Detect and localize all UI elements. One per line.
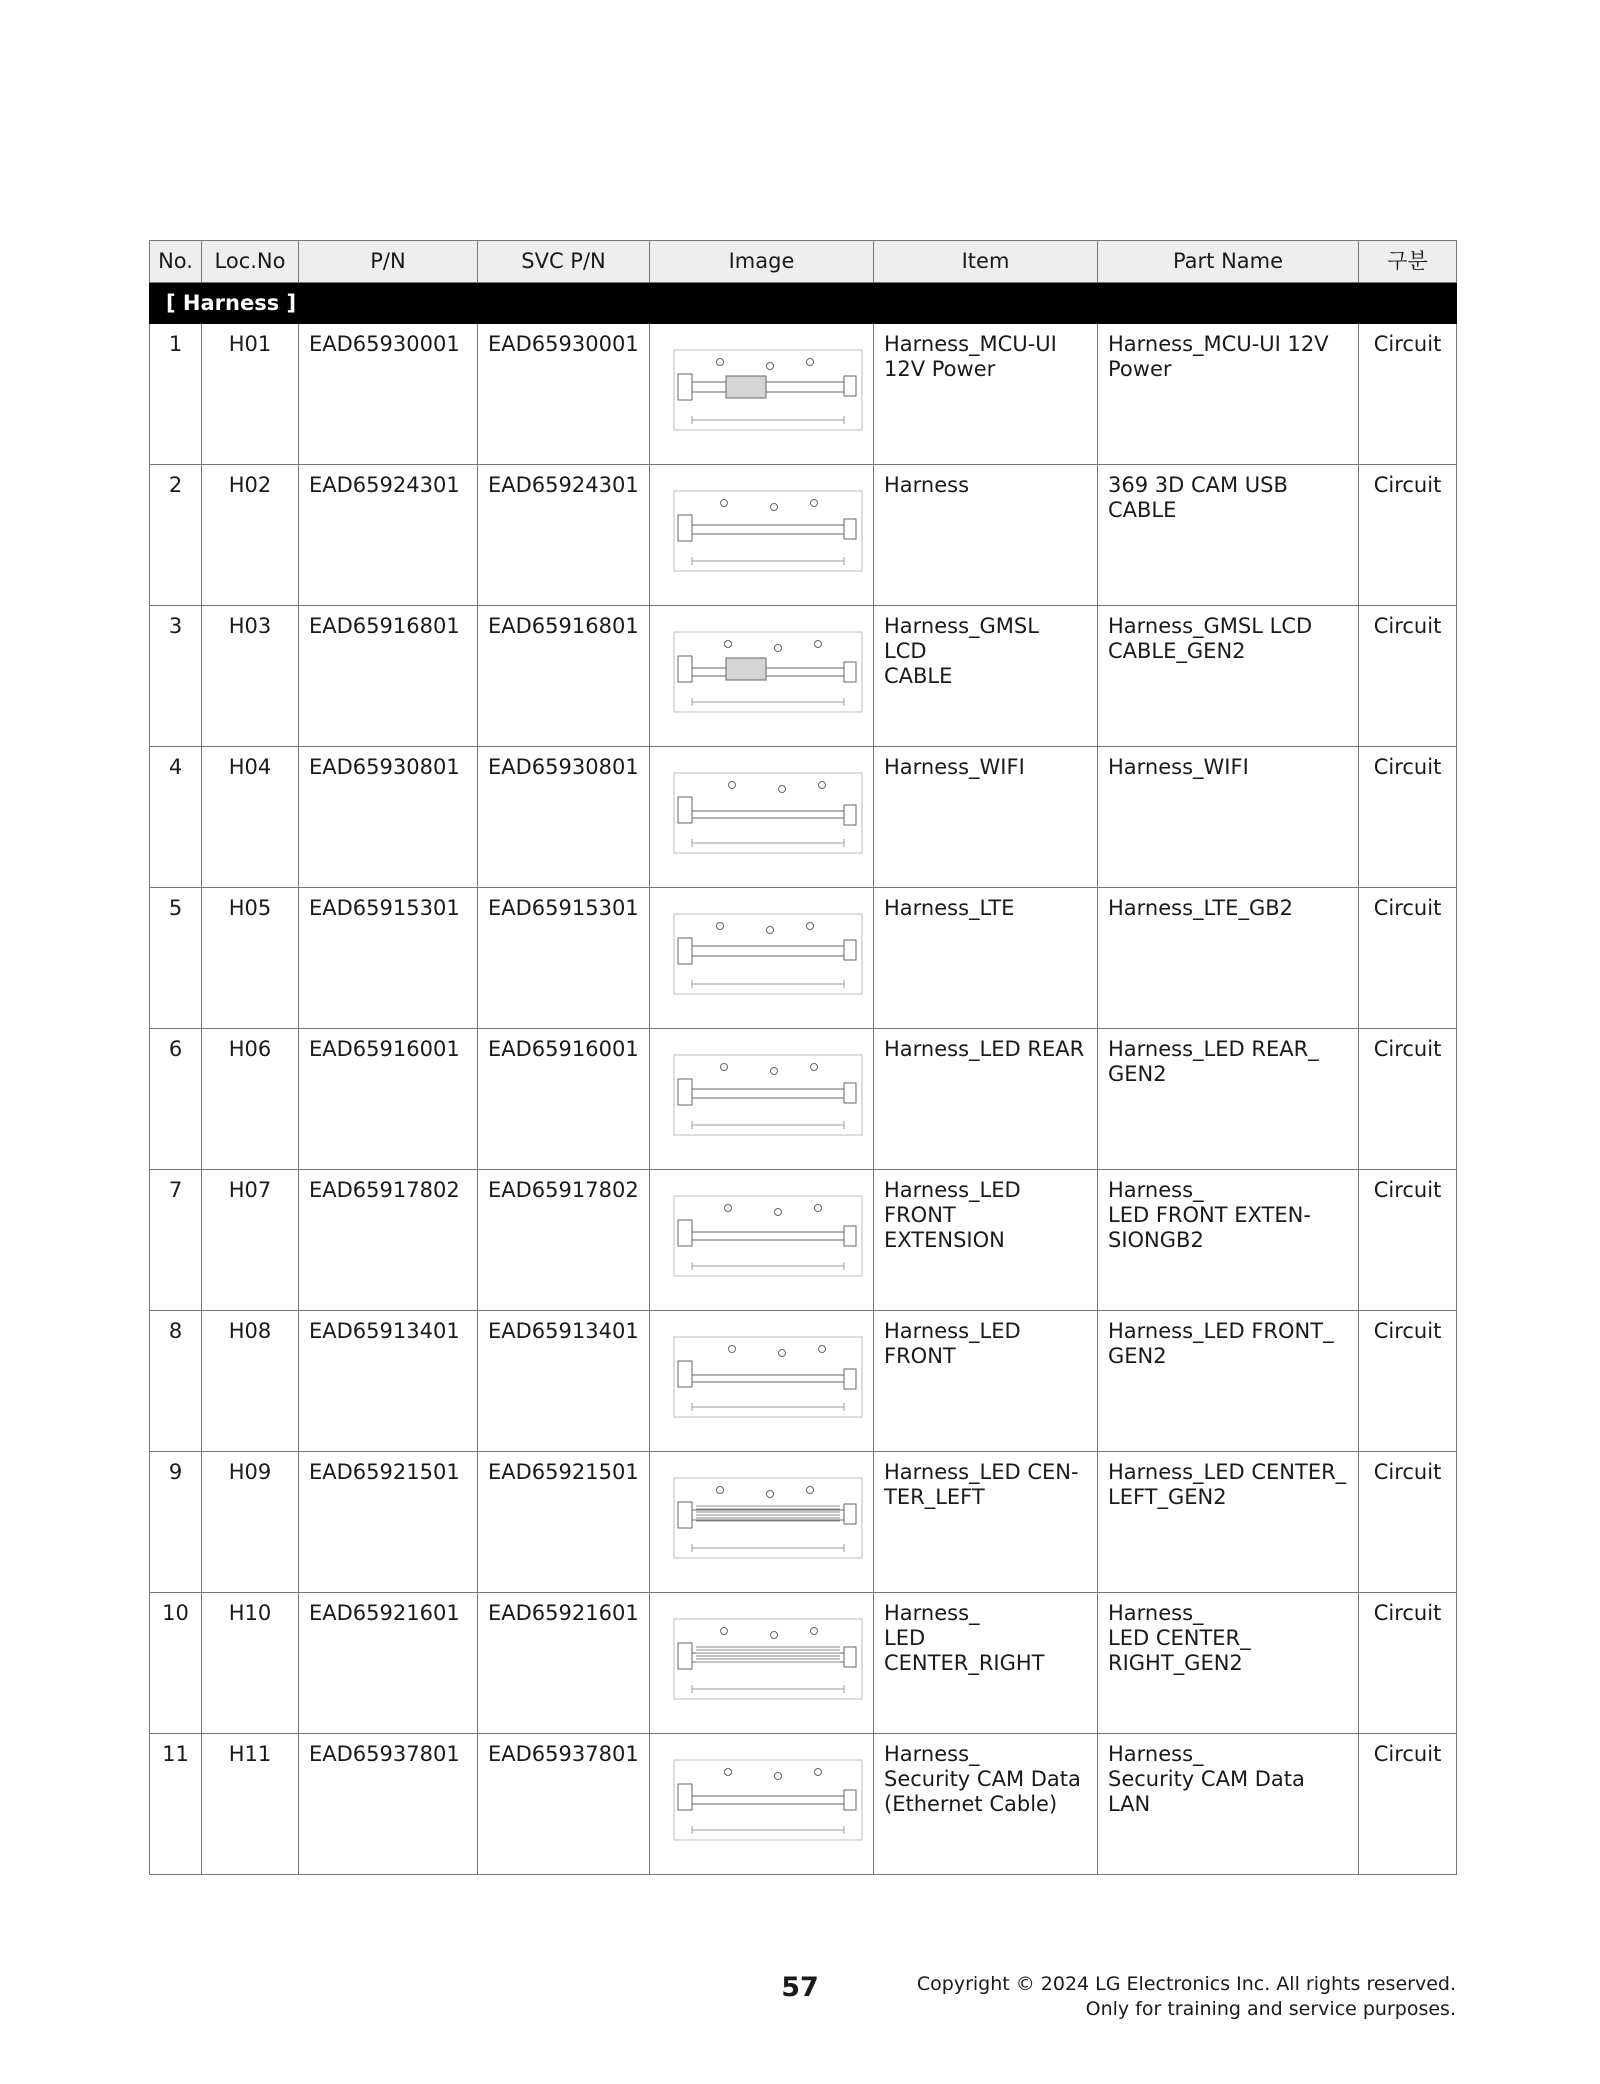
cell-category-text: Circuit [1373,1037,1442,1061]
cell-part-name [1098,1734,1359,1875]
cell-loc-no [202,1452,299,1593]
cell-item [874,1452,1098,1593]
harness-drawing-icon [660,1742,876,1862]
cell-pn-text: EAD65915301 [309,896,460,920]
cell-item [874,465,1098,606]
cell-loc-no [202,324,299,465]
cell-part-name-text: Harness_MCU-UI 12V Power [1108,332,1329,381]
cell-pn [299,1311,478,1452]
cell-part-name [1098,1311,1359,1452]
cell-loc-no-text: H11 [228,1742,272,1766]
cell-item-text: Harness_LED REAR [884,1037,1085,1061]
table-row [150,1170,1457,1311]
cell-pn [299,1029,478,1170]
cell-no [150,1170,202,1311]
cell-part-name-text: Harness_ LED FRONT EXTEN- SIONGB2 [1108,1178,1311,1252]
cell-loc-no [202,465,299,606]
cell-pn [299,1593,478,1734]
cell-category-text: Circuit [1373,1601,1442,1625]
header-row [150,241,1457,283]
table-row [150,1452,1457,1593]
col-header-no: No. [150,241,202,283]
cell-category [1359,324,1457,465]
cell-image [650,1593,874,1734]
cell-pn-text: EAD65930001 [309,332,460,356]
cell-item-text: Harness [884,473,970,497]
col-header-svc-pn: SVC P/N [478,241,650,283]
cell-loc-no-text: H02 [228,473,272,497]
cell-pn-text: EAD65916801 [309,614,460,638]
cell-part-name [1098,606,1359,747]
harness-drawing-icon [660,1601,876,1721]
cell-item [874,1311,1098,1452]
cell-category [1359,1593,1457,1734]
cell-no-text: 4 [168,755,183,779]
cell-item-text: Harness_MCU-UI 12V Power [884,332,1057,381]
col-header-item: Item [874,241,1098,283]
cell-svc-pn [478,606,650,747]
cell-no-text: 10 [162,1601,189,1625]
cell-category-text: Circuit [1373,332,1442,356]
cell-loc-no [202,1029,299,1170]
cell-part-name [1098,747,1359,888]
table-row [150,1029,1457,1170]
col-header-pn: P/N [299,241,478,283]
cell-no-text: 7 [168,1178,183,1202]
cell-svc-pn-text: EAD65930801 [488,755,639,779]
cell-category-text: Circuit [1373,473,1442,497]
cell-part-name [1098,1029,1359,1170]
cell-item [874,888,1098,1029]
cell-pn-text: EAD65930801 [309,755,460,779]
cell-part-name-text: Harness_LED FRONT_ GEN2 [1108,1319,1334,1368]
col-header-category: 구분 [1359,241,1457,283]
cell-loc-no [202,747,299,888]
cell-category-text: Circuit [1373,896,1442,920]
cell-category [1359,465,1457,606]
harness-drawing-icon [660,1178,876,1298]
cell-part-name-text: Harness_ LED CENTER_ RIGHT_GEN2 [1108,1601,1251,1675]
cell-item-text: Harness_LTE [884,896,1015,920]
section-label: [ Harness ] [150,283,1457,324]
cell-svc-pn-text: EAD65924301 [488,473,639,497]
cell-item [874,1593,1098,1734]
cell-no [150,465,202,606]
cell-image [650,1734,874,1875]
cell-category [1359,1452,1457,1593]
page-number: 57 [781,1972,819,2003]
harness-drawing-icon [660,1319,876,1439]
cell-image [650,1170,874,1311]
cell-svc-pn [478,324,650,465]
cell-svc-pn [478,1311,650,1452]
harness-drawing-icon [660,1037,876,1157]
cell-no-text: 8 [168,1319,183,1343]
cell-item [874,324,1098,465]
cell-no [150,888,202,1029]
cell-pn-text: EAD65937801 [309,1742,460,1766]
cell-part-name-text: Harness_LTE_GB2 [1108,896,1293,920]
cell-no [150,1734,202,1875]
cell-category [1359,1734,1457,1875]
cell-pn [299,1734,478,1875]
cell-no [150,606,202,747]
cell-pn-text: EAD65921601 [309,1601,460,1625]
copyright-line-2: Only for training and service purposes. [1085,1998,1456,2020]
cell-loc-no-text: H04 [228,755,272,779]
cell-item-text: Harness_GMSL LCD CABLE [884,614,1039,688]
cell-pn [299,747,478,888]
cell-loc-no [202,888,299,1029]
cell-category [1359,1170,1457,1311]
cell-item [874,747,1098,888]
cell-no-text: 3 [168,614,183,638]
cell-category-text: Circuit [1373,755,1442,779]
cell-item-text: Harness_ Security CAM Data (Ethernet Cable) [884,1742,1081,1816]
cell-no [150,324,202,465]
cell-no-text: 6 [168,1037,183,1061]
cell-loc-no-text: H08 [228,1319,272,1343]
cell-part-name [1098,465,1359,606]
cell-no [150,1029,202,1170]
cell-item [874,1029,1098,1170]
cell-pn-text: EAD65917802 [309,1178,460,1202]
cell-svc-pn-text: EAD65916001 [488,1037,639,1061]
cell-loc-no [202,1593,299,1734]
cell-no [150,1311,202,1452]
cell-no-text: 1 [168,332,183,356]
cell-part-name-text: Harness_WIFI [1108,755,1249,779]
cell-item [874,1734,1098,1875]
cell-svc-pn [478,747,650,888]
cell-loc-no-text: H07 [228,1178,272,1202]
cell-image [650,747,874,888]
cell-image [650,888,874,1029]
cell-category-text: Circuit [1373,614,1442,638]
cell-pn-text: EAD65916001 [309,1037,460,1061]
cell-svc-pn [478,1734,650,1875]
cell-part-name-text: Harness_LED REAR_ GEN2 [1108,1037,1319,1086]
cell-pn-text: EAD65913401 [309,1319,460,1343]
cell-loc-no-text: H01 [228,332,272,356]
cell-category [1359,888,1457,1029]
harness-drawing-icon [660,614,876,734]
table-row [150,606,1457,747]
cell-loc-no-text: H06 [228,1037,272,1061]
col-header-part-name: Part Name [1098,241,1359,283]
section-row-harness [150,283,1457,324]
cell-pn-text: EAD65924301 [309,473,460,497]
cell-svc-pn-text: EAD65921601 [488,1601,639,1625]
col-header-image: Image [650,241,874,283]
cell-no [150,747,202,888]
cell-no-text: 11 [162,1742,189,1766]
cell-item-text: Harness_LED FRONT EXTENSION [884,1178,1021,1252]
harness-drawing-icon [660,755,876,875]
cell-pn [299,606,478,747]
cell-no [150,1593,202,1734]
cell-svc-pn-text: EAD65921501 [488,1460,639,1484]
harness-drawing-icon [660,1460,876,1580]
table-row [150,324,1457,465]
cell-no [150,1452,202,1593]
cell-svc-pn [478,465,650,606]
cell-item [874,606,1098,747]
cell-loc-no [202,1734,299,1875]
cell-no-text: 9 [168,1460,183,1484]
table-row [150,465,1457,606]
cell-svc-pn [478,1593,650,1734]
cell-item-text: Harness_WIFI [884,755,1025,779]
cell-svc-pn-text: EAD65930001 [488,332,639,356]
cell-loc-no-text: H03 [228,614,272,638]
cell-pn [299,1452,478,1593]
cell-loc-no-text: H09 [228,1460,272,1484]
cell-image [650,465,874,606]
cell-no-text: 5 [168,896,183,920]
cell-category-text: Circuit [1373,1460,1442,1484]
cell-category [1359,606,1457,747]
table-row [150,1311,1457,1452]
cell-part-name [1098,1170,1359,1311]
cell-category [1359,1029,1457,1170]
table-row [150,747,1457,888]
cell-part-name [1098,1452,1359,1593]
cell-svc-pn [478,1452,650,1593]
cell-loc-no-text: H10 [228,1601,272,1625]
cell-svc-pn [478,888,650,1029]
table-row [150,888,1457,1029]
cell-pn [299,888,478,1029]
cell-category-text: Circuit [1373,1178,1442,1202]
cell-image [650,324,874,465]
cell-part-name [1098,324,1359,465]
cell-item-text: Harness_ LED CENTER_RIGHT [884,1601,1045,1675]
cell-no-text: 2 [168,473,183,497]
cell-image [650,1452,874,1593]
cell-category-text: Circuit [1373,1319,1442,1343]
copyright-notice [917,1972,1456,2022]
parts-table [149,240,1457,1875]
cell-svc-pn-text: EAD65917802 [488,1178,639,1202]
cell-part-name-text: Harness_GMSL LCD CABLE_GEN2 [1108,614,1313,663]
cell-part-name [1098,1593,1359,1734]
cell-pn [299,465,478,606]
cell-part-name [1098,888,1359,1029]
cell-loc-no-text: H05 [228,896,272,920]
cell-item [874,1170,1098,1311]
cell-svc-pn-text: EAD65915301 [488,896,639,920]
cell-pn [299,1170,478,1311]
cell-part-name-text: Harness_ Security CAM Data LAN [1108,1742,1305,1816]
cell-svc-pn [478,1029,650,1170]
cell-pn-text: EAD65921501 [309,1460,460,1484]
copyright-line-1: Copyright © 2024 LG Electronics Inc. All rights reserved. [916,1973,1456,1995]
cell-image [650,1029,874,1170]
harness-drawing-icon [660,896,876,1016]
cell-pn [299,324,478,465]
cell-loc-no [202,1311,299,1452]
cell-loc-no [202,606,299,747]
cell-item-text: Harness_LED CEN- TER_LEFT [884,1460,1079,1509]
harness-drawing-icon [660,332,876,452]
table-row [150,1734,1457,1875]
cell-svc-pn-text: EAD65937801 [488,1742,639,1766]
cell-part-name-text: 369 3D CAM USB CABLE [1108,473,1288,522]
table-row [150,1593,1457,1734]
cell-image [650,606,874,747]
cell-category-text: Circuit [1373,1742,1442,1766]
cell-svc-pn [478,1170,650,1311]
cell-item-text: Harness_LED FRONT [884,1319,1021,1368]
col-header-loc-no: Loc.No [202,241,299,283]
cell-svc-pn-text: EAD65916801 [488,614,639,638]
cell-loc-no [202,1170,299,1311]
cell-part-name-text: Harness_LED CENTER_ LEFT_GEN2 [1108,1460,1347,1509]
cell-image [650,1311,874,1452]
harness-drawing-icon [660,473,876,593]
cell-svc-pn-text: EAD65913401 [488,1319,639,1343]
cell-category [1359,1311,1457,1452]
cell-category [1359,747,1457,888]
